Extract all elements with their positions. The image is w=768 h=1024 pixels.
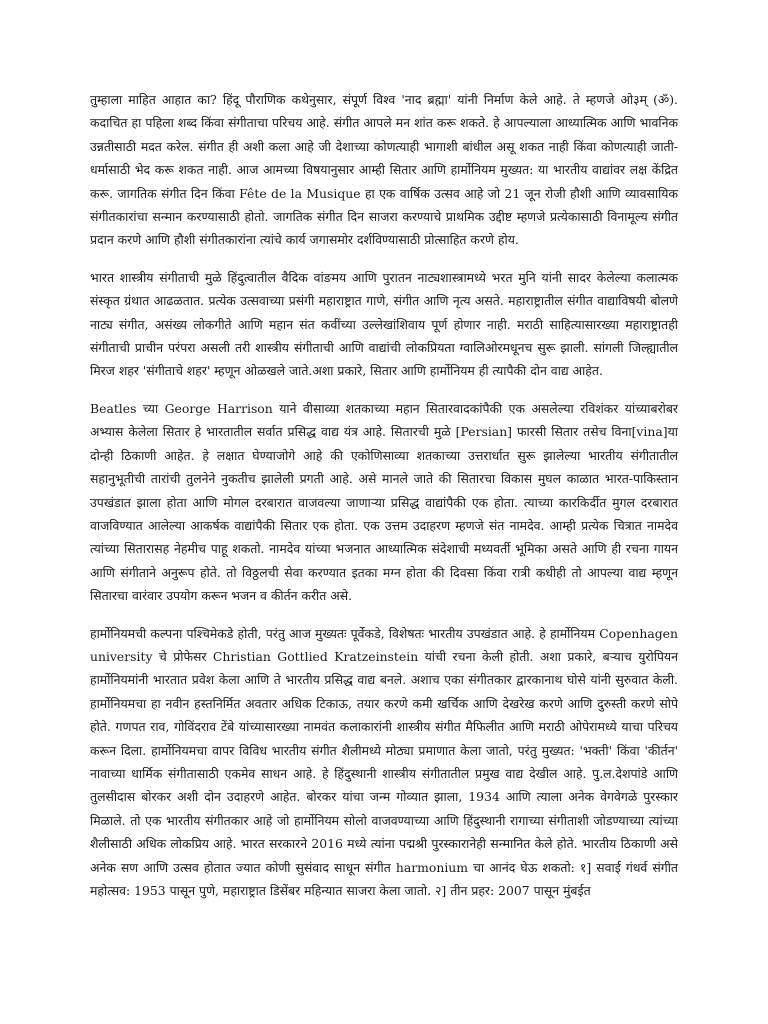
document-page <box>90 88 678 916</box>
paragraph-sitar: Beatles च्या George Harrison याने वीसाव्या शतकाच्या महान सितारवादकांपैकी एक असलेल्या रविशंकर यांच्याबरोबर अभ्यास केलेला सितार हे भारतातील सर्वात प्रसिद्ध वाद्य यंत्र आहे. सितारची मुळे [Persian] फारसी सितार तसेच विना[vina]या दोन्ही ठिकाणी आहेत. हे लक्षात घेण्याजोगे आहे की एकोणिसाव्या शतकाच्या उत्तरार्धात सुरू झालेल्या भारतीय संगीतातील सहानुभूतीची तारांची तुलनेने नुकतीच झालेली प्रगती आहे. असे मानले जाते की सितारचा विकास मुघल काळात भारत-पाकिस्तान उपखंडात झाला होता आणि मोगल दरबारात वाजवल्या जाणाऱ्या प्रसिद्ध वाद्यांपैकी एक होता. त्याच्या कारकिर्दीत मुगल दरबारात वाजविण्यात आलेल्या आकर्षक वाद्यांपैकी सितार एक होता. एक उत्तम उदाहरण म्हणजे संत नामदेव. आम्ही प्रत्येक चित्रात नामदेव त्यांच्या सितारासह नेहमीच पाहू शकतो. नामदेव यांच्या भजनात आध्यात्मिक संदेशाची मध्यवर्ती भूमिका असते आणि ही रचना गायन आणि संगीताने अनुरूप होते. तो विठ्ठलची सेवा करण्यात इतका मग्न होता की दिवसा किंवा रात्री कधीही तो आपल्या वाद्य म्हणून सितारचा वारंवार उपयोग करून भजन व कीर्तन करीत असे. <box>90 400 678 604</box>
paragraph-intro: तुम्हाला माहित आहात का? हिंदू पौराणिक कथेनुसार, संपूर्ण विश्व 'नाद ब्रह्मा' यांनी निर्माण केले आहे. ते म्हणजे ओ३म् (ॐ). कदाचित हा पहिला शब्द किंवा संगीताचा परिचय आहे. संगीत आपले मन शांत करू शकते. हे आपल्याला आध्यात्मिक आणि भावनिक उन्नतीसाठी मदत करेल. संगीत ही अशी कला आहे जी देशाच्या कोणत्याही भागाशी बांधील असू शकत नाही किंवा कोणत्याही जाती-धर्मासाठी भेद करू शकत नाही. आज आमच्या विषयानुसार आम्ही सितार आणि हार्मोनियम मुख्यत: या भारतीय वाद्यांवर लक्ष केंद्रित करू. जागतिक संगीत दिन किंवा Fête de la Musique हा एक वार्षिक उत्सव आहे जो 21 जून रोजी हौशी आणि व्यावसायिक संगीतकारांचा सन्मान करण्यासाठी होतो. जागतिक संगीत दिन साजरा करण्याचे प्राथमिक उद्दीष्ट म्हणजे प्रत्येकासाठी विनामूल्य संगीत प्रदान करणे आणि हौशी संगीतकारांना त्यांचे कार्य जगासमोर दर्शविण्यासाठी प्रोत्साहित करणे होय. <box>90 92 678 248</box>
paragraph-harmonium: हार्मोनियमची कल्पना पश्चिमेकडे होती, परंतु आज मुख्यतः पूर्वेकडे, विशेषतः भारतीय उपखंडात आहे. हे हार्मोनियम Copenhagen university चे प्रोफेसर Christian Gottlied Kratzeinstein यांची रचना केली होती. अशा प्रकारे, बऱ्याच युरोपियन हार्मोनियमांनी भारतात प्रवेश केला आणि ते भारतीय प्रसिद्ध वाद्य बनले. अशाच एका संगीतकार द्वारकानाथ घोसे यांनी सुरुवात केली. हार्मोनियमचा हा नवीन हस्तनिर्मित अवतार अधिक टिकाऊ, तयार करणे कमी खर्चिक आणि देखरेख करणे आणि दुरुस्ती करणे सोपे होते. गणपत राव, गोविंदराव टेंबे यांच्यासारख्या नामवंत कलाकारांनी शास्त्रीय संगीत मैफिलीत आणि मराठी ओपेरामध्ये याचा परिचय करून दिला. हार्मोनियमचा वापर विविध भारतीय संगीत शैलीमध्ये मोठ्या प्रमाणात केला जातो, परंतु मुख्यत: 'भक्ती' किंवा 'कीर्तन' नावाच्या धार्मिक संगीतासाठी एकमेव साधन आहे. हे हिंदुस्थानी शास्त्रीय संगीतातील प्रमुख वाद्य देखील आहे. पु.ल.देशपांडे आणि तुलसीदास बोरकर अशी दोन उदाहरणे आहेत. बोरकर यांचा जन्म गोव्यात झाला, 1934 आणि त्याला अनेक वेगवेगळे पुरस्कार मिळाले. तो एक भारतीय संगीतकार आहे जो हार्मोनियम सोलो वाजवण्याच्या आणि हिंदुस्थानी रागाच्या संगीताशी जोडण्याच्या त्यांच्या शैलीसाठी अधिक लोकप्रिय आहे. भारत सरकारने 2016 मध्ये त्यांना पद्मश्री पुरस्कारानेही सन्मानित केले होते. भारतीय ठिकाणी असे अनेक सण आणि उत्सव होतात ज्यात कोणी सुसंवाद साधून संगीत harmonium चा आनंद घेऊ शकतो: १] सवाई गंधर्व संगीत महोत्सव: 1953 पासून पुणे, महाराष्ट्रात डिसेंबर महिन्यात साजरा केला जातो. २] तीन प्रहर: 2007 पासून मुंबईत <box>90 625 678 898</box>
paragraph-classical-roots: भारत शास्त्रीय संगीताची मुळे हिंदुत्वातील वैदिक वांङमय आणि पुरातन नाट्यशास्त्रामध्ये भरत मुनि यांनी सादर केलेल्या कलात्मक संस्कृत ग्रंथात आढळतात. प्रत्येक उत्सवाच्या प्रसंगी महाराष्ट्रात गाणे, संगीत आणि नृत्य असते. महाराष्ट्रातील संगीत वाद्याविषयी बोलणे नाट्य संगीत, असंख्य लोकगीते आणि महान संत कवींच्या उल्लेखांशिवाय पूर्ण होणार नाही. मराठी साहित्यासारख्या महाराष्ट्रातही संगीताची प्राचीन परंपरा असली तरी शास्त्रीय संगीताची आणि वाद्यांची लोकप्रियता ग्वालिओरमधूनच सुरू झाली. सांगली जिल्ह्यातील मिरज शहर 'संगीताचे शहर' म्हणून ओळखले जाते.अशा प्रकारे, सितार आणि हार्मोनियम ही त्यापैकी दोन वाद्य आहेत. <box>90 269 678 379</box>
